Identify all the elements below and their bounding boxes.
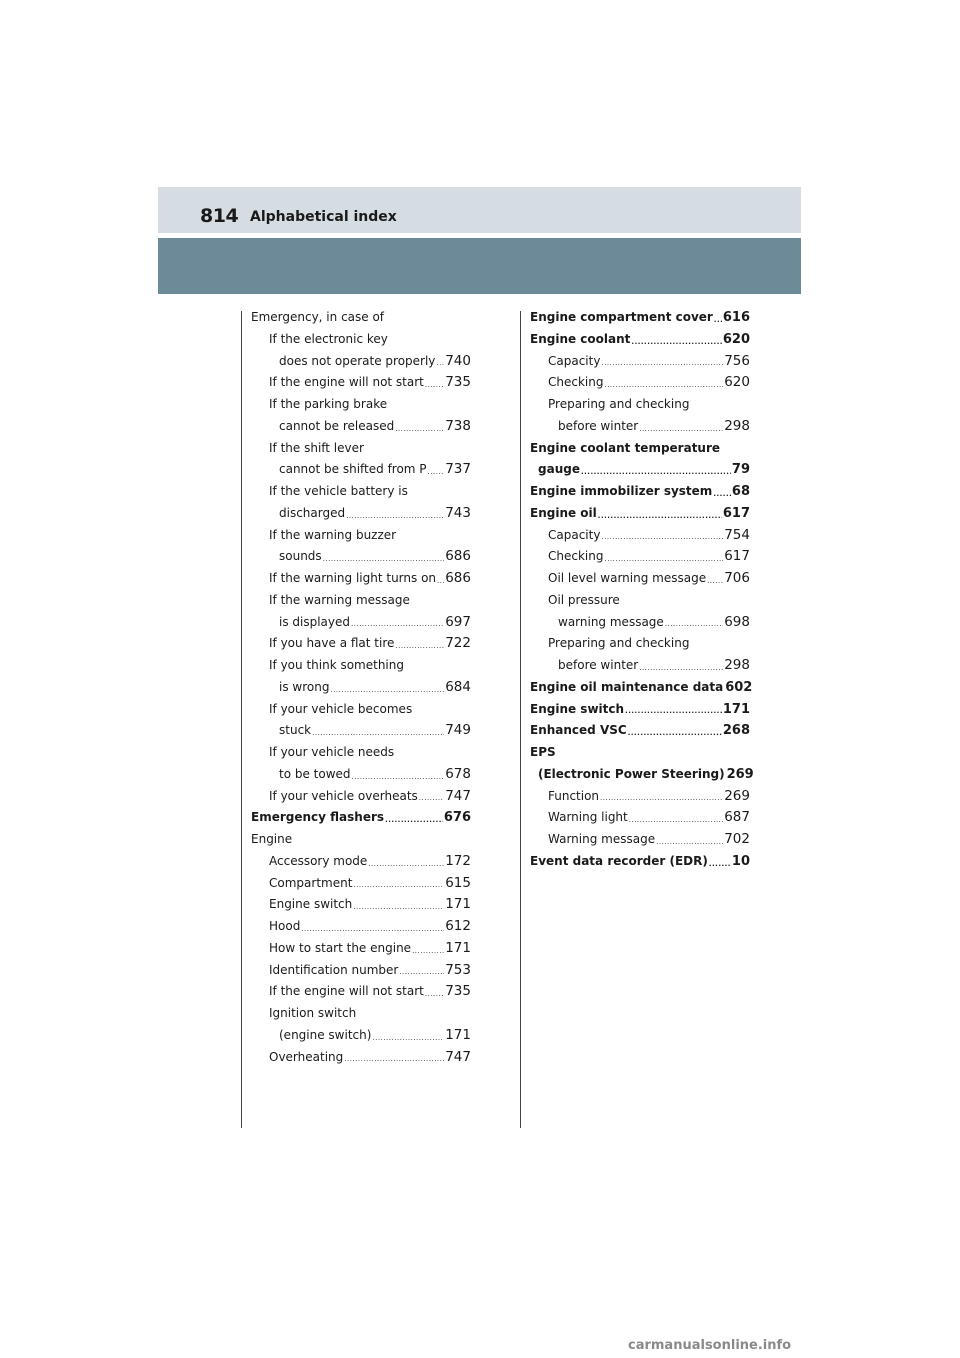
index-entry-page: 698 (724, 613, 750, 630)
index-entry (530, 699, 750, 721)
index-entry (251, 981, 471, 1003)
index-entry (251, 1047, 471, 1069)
index-entry-term: If the vehicle battery is (269, 484, 408, 498)
index-entry (251, 372, 471, 394)
index-entry (251, 329, 471, 351)
index-entry (251, 916, 471, 938)
index-entry (530, 503, 750, 525)
index-entry-page: 171 (445, 896, 471, 913)
index-entry-term: Engine oil maintenance data (530, 679, 724, 694)
index-entry-page: 747 (445, 787, 471, 804)
dot-leader (425, 377, 444, 394)
left-column-rule (241, 311, 242, 1128)
index-entry-term: Enhanced VSC (530, 723, 627, 738)
index-entry (251, 786, 471, 808)
index-entry-term: Overheating (269, 1049, 344, 1064)
index-entry-term: discharged (279, 505, 346, 520)
index-entry-term: Emergency, in case of (251, 310, 385, 324)
index-entry (530, 459, 750, 481)
index-entry-term: cannot be released (279, 418, 395, 433)
dot-leader (368, 856, 444, 873)
index-entry-term: Engine coolant (530, 331, 631, 346)
index-entry-page: 722 (445, 635, 471, 652)
index-entry-term: does not operate properly (279, 353, 436, 368)
index-entry-page: 269 (724, 787, 750, 804)
index-entry (251, 742, 471, 764)
index-entry-page: 684 (445, 678, 471, 695)
index-entry-term: Oil pressure (548, 592, 620, 607)
index-entry (251, 503, 471, 525)
index-entry-term: Accessory mode (269, 853, 368, 868)
index-entry-term: gauge (538, 462, 580, 477)
index-entry-term: Engine switch (269, 897, 353, 912)
index-entry-term: Engine switch (530, 701, 625, 716)
index-entry (251, 307, 471, 329)
index-entry-term: If the warning buzzer (269, 527, 397, 542)
index-entry (530, 372, 750, 394)
dot-leader (301, 921, 444, 938)
index-entry-term: If you think something (269, 658, 404, 672)
index-entry-term: Event data recorder (EDR) (530, 853, 708, 868)
index-entry (251, 416, 471, 438)
dot-leader (351, 616, 444, 633)
index-entry-term: If the engine will not start (269, 375, 424, 390)
index-entry (251, 960, 471, 982)
index-entry-page: 686 (445, 548, 471, 565)
index-entry (530, 633, 750, 655)
dot-leader (665, 616, 723, 633)
index-column-right (530, 307, 754, 873)
section-title: Alphabetical index (250, 209, 397, 225)
index-entry (530, 807, 750, 829)
index-entry (251, 894, 471, 916)
index-entry (251, 655, 471, 677)
index-entry (251, 525, 471, 547)
dot-leader (604, 377, 723, 394)
index-entry-term: Engine compartment cover (530, 310, 713, 324)
index-entry-page: 678 (445, 765, 471, 782)
index-entry (251, 351, 471, 373)
index-entry-term: sounds (279, 549, 322, 564)
index-entry (530, 481, 750, 503)
dot-leader (709, 856, 731, 873)
index-entry-page: 620 (722, 331, 750, 347)
index-entry (251, 394, 471, 416)
dot-leader (425, 986, 444, 1003)
dot-leader (419, 790, 444, 807)
index-entry-page: 747 (445, 1048, 471, 1065)
index-entry (530, 351, 750, 373)
dot-leader (399, 964, 444, 981)
index-entry-term: (Electronic Power Steering) (538, 766, 725, 781)
index-entry-term: Preparing and checking (548, 636, 690, 651)
index-entry-page: 735 (445, 983, 471, 1000)
index-entry (251, 938, 471, 960)
index-entry-term: (engine switch) (279, 1027, 372, 1042)
index-entry-page: 686 (445, 570, 471, 586)
index-entry-term: EPS (530, 745, 556, 759)
index-entry-page: 268 (722, 723, 750, 739)
dot-leader (395, 638, 444, 655)
index-entry-page: 612 (445, 918, 471, 934)
index-entry-term: before winter (558, 658, 639, 672)
dot-leader (714, 312, 722, 329)
index-entry (251, 1003, 471, 1025)
index-entry-page: 702 (724, 831, 750, 847)
index-entry-term: Capacity (548, 353, 601, 368)
index-entry-term: Checking (548, 549, 604, 564)
index-entry (530, 329, 750, 351)
index-entry (251, 612, 471, 634)
dot-leader (598, 508, 722, 525)
index-entry-term: stuck (279, 723, 312, 738)
index-entry-page: 749 (445, 722, 471, 739)
index-entry-term: If the engine will not start (269, 984, 424, 999)
index-entry-term: Warning message (548, 832, 656, 846)
dot-leader (353, 899, 444, 916)
index-entry-page: 738 (445, 417, 471, 434)
index-entry-term: Capacity (548, 527, 601, 542)
index-entry-term: If the parking brake (269, 397, 388, 411)
index-entry (251, 481, 471, 503)
index-entry (251, 590, 471, 612)
dot-leader (707, 573, 723, 590)
dot-leader (395, 421, 444, 438)
dot-leader (385, 812, 443, 829)
dot-leader (631, 334, 721, 351)
dot-leader (628, 725, 722, 742)
index-entry-page: 743 (445, 504, 471, 521)
right-column-rule (520, 311, 521, 1128)
index-entry (251, 438, 471, 460)
index-entry-page: 68 (731, 484, 750, 499)
index-entry-page: 171 (722, 701, 750, 717)
dot-leader (625, 703, 722, 720)
index-entry-page: 697 (445, 613, 471, 630)
index-entry-term: Engine (251, 832, 293, 846)
index-entry-term: If your vehicle becomes (269, 701, 413, 716)
index-column-left (251, 307, 471, 1068)
watermark: carmanualsonline.info (628, 1338, 792, 1353)
index-entry-page: 617 (722, 505, 750, 521)
index-entry-term: Identification number (269, 962, 399, 977)
index-entry-term: is displayed (279, 614, 351, 629)
index-entry-term: If the shift lever (269, 440, 364, 455)
dot-leader (639, 421, 723, 438)
index-entry-page: 616 (722, 310, 750, 325)
index-entry-page: 171 (445, 1026, 471, 1043)
index-entry (530, 525, 750, 547)
index-entry-page: 615 (445, 874, 471, 891)
index-entry (530, 568, 750, 590)
index-entry (530, 742, 750, 764)
dot-leader (312, 725, 444, 742)
index-entry (530, 590, 750, 612)
dot-leader (604, 551, 723, 568)
dot-leader (344, 1051, 444, 1068)
index-entry-page: 171 (445, 939, 471, 956)
index-entry (530, 786, 750, 808)
index-entry (251, 807, 471, 829)
index-entry-page: 269 (726, 766, 754, 782)
index-entry-term: Ignition switch (269, 1006, 357, 1020)
dot-leader (656, 834, 723, 851)
index-entry (530, 851, 750, 873)
index-entry-term: Function (548, 788, 600, 803)
dot-leader (639, 660, 723, 677)
dot-leader (353, 877, 444, 894)
index-entry (251, 568, 471, 590)
index-entry-page: 617 (724, 548, 750, 565)
index-entry (530, 546, 750, 568)
index-entry (251, 546, 471, 568)
index-entry-term: How to start the engine (269, 940, 412, 955)
index-entry-term: before winter (558, 418, 639, 433)
index-entry-term: Checking (548, 375, 604, 390)
index-entry (530, 307, 750, 329)
dot-leader (428, 464, 445, 481)
dot-leader (600, 790, 723, 807)
index-entry-page: 740 (445, 352, 471, 369)
index-entry-term: Hood (269, 919, 301, 933)
index-entry-page: 687 (724, 809, 750, 826)
index-entry (251, 720, 471, 742)
index-entry-term: Compartment (269, 875, 353, 890)
index-entry (530, 394, 750, 416)
dot-leader (412, 943, 444, 960)
index-entry-page: 753 (445, 961, 471, 978)
index-entry (251, 764, 471, 786)
dot-leader (436, 355, 444, 372)
dot-leader (323, 551, 445, 568)
index-entry-page: 172 (445, 852, 471, 869)
index-entry-term: If your vehicle needs (269, 745, 395, 759)
dot-leader (601, 355, 723, 372)
dot-leader (352, 769, 445, 786)
index-entry (251, 829, 471, 851)
index-entry-term: Engine coolant temperature (530, 440, 721, 455)
index-entry-term: If the warning message (269, 592, 410, 607)
index-entry-page: 735 (445, 374, 471, 391)
dot-leader (713, 486, 731, 503)
dot-leader (601, 529, 723, 546)
index-entry (251, 1025, 471, 1047)
index-entry (530, 612, 750, 634)
index-entry-page: 676 (443, 810, 471, 826)
dot-leader (372, 1030, 444, 1047)
index-entry-page: 298 (724, 417, 750, 434)
dot-leader (330, 682, 444, 699)
index-entry-page: 602 (725, 679, 753, 695)
index-entry-term: cannot be shifted from P (279, 462, 427, 477)
index-entry-page: 620 (724, 374, 750, 391)
dot-leader (581, 464, 731, 481)
index-entry (530, 764, 754, 786)
dot-leader (346, 508, 444, 525)
index-entry (530, 829, 750, 851)
index-entry-term: Engine oil (530, 505, 597, 520)
index-entry-term: If your vehicle overheats (269, 788, 418, 803)
index-entry (530, 416, 750, 438)
index-entry (530, 677, 753, 699)
index-entry-term: If you have a flat tire (269, 636, 395, 651)
index-entry-term: If the warning light turns on (269, 571, 437, 585)
index-entry-term: Warning light (548, 810, 628, 825)
index-entry-page: 737 (445, 461, 471, 478)
index-entry-term: Oil level warning message (548, 571, 707, 585)
dot-leader (629, 812, 723, 829)
index-entry-term: Engine immobilizer system (530, 484, 713, 498)
index-entry (530, 438, 750, 460)
dot-leader (437, 573, 444, 590)
index-entry-term: Emergency flashers (251, 810, 385, 825)
header-accent-band (158, 238, 801, 294)
index-entry (251, 459, 471, 481)
index-entry-term: is wrong (279, 679, 330, 694)
index-entry (251, 633, 471, 655)
index-entry (251, 851, 471, 873)
page-number: 814 (200, 205, 239, 227)
index-entry (251, 677, 471, 699)
index-entry-term: warning message (558, 614, 664, 629)
index-entry-page: 79 (731, 462, 750, 478)
index-entry-term: If the electronic key (269, 331, 388, 346)
index-entry (251, 873, 471, 895)
index-entry (251, 699, 471, 721)
index-entry (530, 655, 750, 677)
index-entry (530, 720, 750, 742)
index-entry-term: Preparing and checking (548, 397, 690, 411)
index-entry-page: 754 (724, 526, 750, 543)
index-entry-page: 706 (724, 570, 750, 586)
index-entry-page: 298 (724, 657, 750, 673)
index-entry-page: 10 (731, 853, 750, 869)
index-entry-page: 756 (724, 352, 750, 369)
index-entry-term: to be towed (279, 766, 351, 781)
